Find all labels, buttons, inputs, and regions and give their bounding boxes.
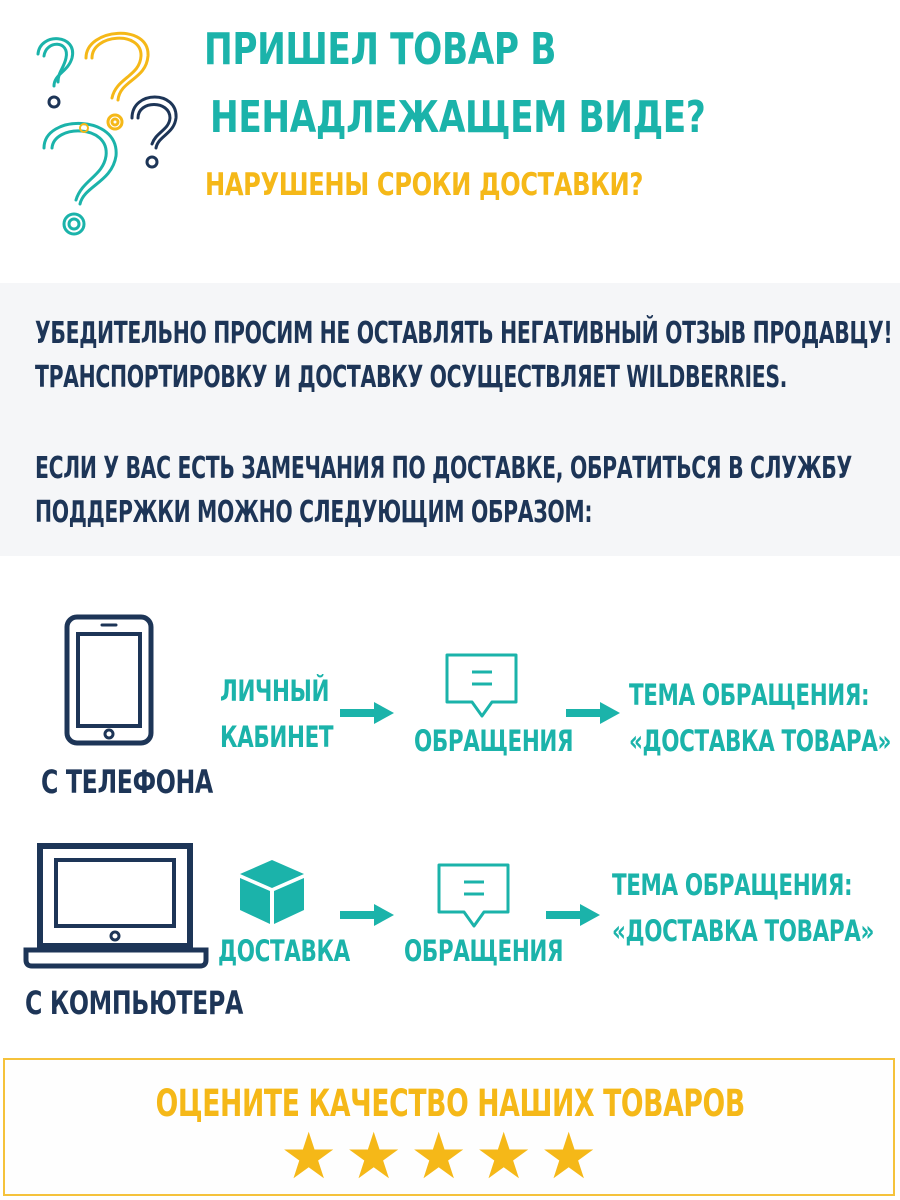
notice-line-2: ТРАНСПОРТИРОВКУ И ДОСТАВКУ ОСУЩЕСТВЛЯЕТ WILDBERRIES. — [35, 360, 788, 395]
computer-caption: С КОМПЬЮТЕРА — [25, 984, 243, 1022]
computer-step-requests: ОБРАЩЕНИЯ — [404, 934, 564, 968]
phone-step-personal-account-line-1: ЛИЧНЫЙ — [220, 674, 330, 708]
phone-step-personal-account-line-2: КАБИНЕТ — [220, 720, 334, 754]
phone-step-requests: ОБРАЩЕНИЯ — [414, 724, 574, 758]
star-icon[interactable]: ★ — [410, 1120, 468, 1194]
notice-panel — [0, 283, 900, 556]
star-icon[interactable]: ★ — [475, 1120, 533, 1194]
chat-bubble-icon — [444, 652, 520, 720]
arrow-right-icon — [340, 902, 396, 928]
star-icon[interactable]: ★ — [280, 1120, 338, 1194]
phone-topic-line-1: ТЕМА ОБРАЩЕНИЯ: — [629, 678, 870, 712]
phone-icon — [64, 614, 154, 746]
computer-step-delivery: ДОСТАВКА — [218, 934, 350, 968]
notice-line-3: ЕСЛИ У ВАС ЕСТЬ ЗАМЕЧАНИЯ ПО ДОСТАВКЕ, ОБРАТИТЬСЯ В СЛУЖБУ — [35, 451, 852, 486]
computer-topic-line-1: ТЕМА ОБРАЩЕНИЯ: — [612, 868, 853, 902]
notice-line-1: УБЕДИТЕЛЬНО ПРОСИМ НЕ ОСТАВЛЯТЬ НЕГАТИВНЫЙ ОТЗЫВ ПРОДАВЦУ! — [35, 316, 893, 351]
title-line-1: ПРИШЕЛ ТОВАР В — [204, 24, 557, 75]
question-marks-icon — [20, 18, 190, 248]
title-line-2: НЕНАДЛЕЖАЩЕМ ВИДЕ? — [210, 92, 706, 143]
chat-bubble-icon — [436, 862, 512, 930]
phone-topic-line-2: «ДОСТАВКА ТОВАРА» — [629, 724, 891, 758]
arrow-right-icon — [566, 700, 622, 726]
subtitle: НАРУШЕНЫ СРОКИ ДОСТАВКИ? — [205, 167, 643, 203]
arrow-right-icon — [546, 902, 602, 928]
laptop-icon — [22, 842, 210, 970]
notice-line-4: ПОДДЕРЖКИ МОЖНО СЛЕДУЮЩИМ ОБРАЗОМ: — [35, 495, 593, 530]
star-icon[interactable]: ★ — [540, 1120, 598, 1194]
rating-title: ОЦЕНИТЕ КАЧЕСТВО НАШИХ ТОВАРОВ — [155, 1082, 745, 1125]
phone-caption: С ТЕЛЕФОНА — [41, 763, 213, 801]
box-icon — [238, 858, 306, 926]
star-icon[interactable]: ★ — [345, 1120, 403, 1194]
arrow-right-icon — [340, 700, 396, 726]
computer-topic-line-2: «ДОСТАВКА ТОВАРА» — [612, 914, 874, 948]
